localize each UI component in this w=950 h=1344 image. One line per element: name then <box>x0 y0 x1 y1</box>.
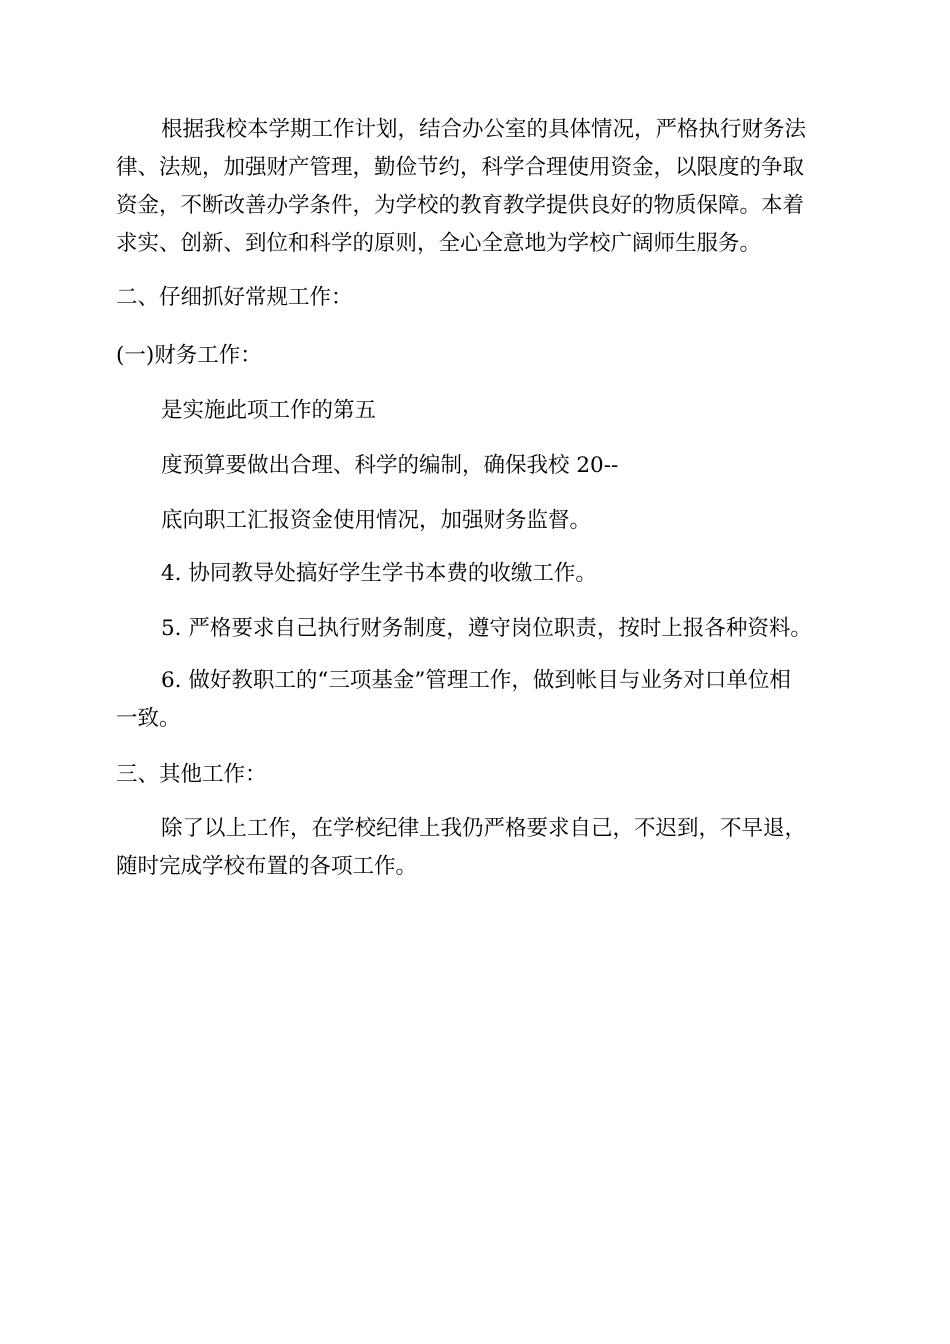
section-heading-3: 三、其他工作： <box>116 762 267 787</box>
paragraph-line: 除了以上工作，在学校纪律上我仍严格要求自己，不迟到，不早退， <box>161 816 807 841</box>
intro-paragraph <box>116 111 834 263</box>
paragraph-line: 6. 做好教职工的“三项基金”管理工作，做到帐目与业务对口单位相 <box>161 668 791 693</box>
list-item-5: 5. 严格要求自己执行财务制度，遵守岗位职责，按时上报各种资料。 <box>161 616 812 641</box>
paragraph-line: 律、法规，加强财产管理，勤俭节约，科学合理使用资金，以限度的争取 <box>116 155 805 180</box>
paragraph-line: 根据我校本学期工作计划，结合办公室的具体情况，严格执行财务法 <box>161 117 807 142</box>
list-item-6 <box>116 662 834 738</box>
list-line: 底向职工汇报资金使用情况，加强财务监督。 <box>161 508 592 533</box>
section-heading-2: 二、仔细抓好常规工作： <box>116 285 353 310</box>
paragraph-line: 随时完成学校布置的各项工作。 <box>116 854 418 879</box>
list-line: 是实施此项工作的第五 <box>161 398 377 423</box>
subsection-heading-finance: (一)财务工作： <box>116 343 262 368</box>
closing-paragraph <box>116 810 834 886</box>
list-item-4: 4. 协同教导处搞好学生学书本费的收缴工作。 <box>161 561 597 586</box>
paragraph-line: 求实、创新、到位和科学的原则，全心全意地为学校广阔师生服务。 <box>116 231 762 256</box>
paragraph-line: 一致。 <box>116 706 181 731</box>
list-line: 度预算要做出合理、科学的编制，确保我校 20-- <box>161 453 619 478</box>
paragraph-line: 资金，不断改善办学条件，为学校的教育教学提供良好的物质保障。本着 <box>116 193 805 218</box>
